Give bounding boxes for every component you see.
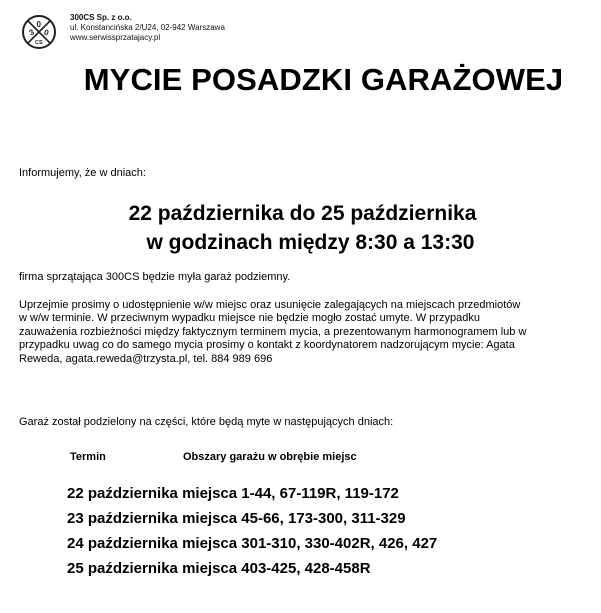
- paragraph-line: Uprzejmie prosimy o udostępnienie w/w miejsc oraz usunięcie zalegających na miejscach przedmiotów: [19, 299, 521, 311]
- schedule-areas: miejsca 45-66, 173-300, 311-329: [182, 510, 406, 527]
- date-range: [0, 199, 601, 257]
- logo-glyph-0-right: 0: [42, 27, 51, 38]
- schedule-header-date: Termin: [70, 451, 106, 463]
- page-title: MYCIE POSADZKI GARAŻOWEJ: [83, 62, 564, 97]
- company-logo-icon: [21, 14, 57, 50]
- date-range-days: 22 października do 25 października: [128, 202, 477, 225]
- schedule-row: [67, 535, 437, 552]
- request-paragraph: [19, 299, 589, 366]
- company-address: ul. Konstancińska 2/U24, 02-942 Warszawa: [70, 23, 225, 32]
- date-range-hours: w godzinach między 8:30 a 13:30: [146, 231, 475, 254]
- firm-statement: firma sprzątająca 300CS będzie myła garaż podziemny.: [19, 271, 291, 283]
- logo-glyph-0-top: 0: [36, 20, 41, 29]
- schedule-areas: miejsca 1-44, 67-119R, 119-172: [182, 485, 399, 502]
- schedule-row: [67, 510, 406, 527]
- logo-glyph-cs: CS: [35, 40, 43, 46]
- logo-glyph-3: 3: [27, 27, 36, 38]
- garage-intro: Garaż został podzielony na części, które będą myte w następujących dniach:: [19, 416, 394, 428]
- company-name: 300CS Sp. z o.o.: [70, 13, 132, 22]
- schedule-row: [67, 485, 399, 502]
- intro-text: Informujemy, że w dniach:: [19, 167, 146, 179]
- schedule-date: 22 października: [67, 485, 178, 502]
- schedule-row: [67, 560, 371, 577]
- schedule-header-areas: Obszary garażu w obrębie miejsc: [183, 451, 357, 463]
- schedule-date: 25 października: [67, 560, 178, 577]
- company-website: www.serwissprzatajacy.pl: [70, 33, 161, 42]
- paragraph-line: Reweda, agata.reweda@trzysta.pl, tel. 884 989 696: [19, 352, 273, 365]
- paragraph-line: zauważenia rozbieżności między faktycznym terminem mycia, a prezentowanym harmonogramem lub w: [19, 325, 527, 338]
- schedule-date: 23 października: [67, 510, 178, 527]
- schedule-date: 24 października: [67, 535, 178, 552]
- schedule-areas: miejsca 301-310, 330-402R, 426, 427: [182, 535, 438, 552]
- company-info: [70, 13, 225, 43]
- paragraph-line: przypadku uwag co do samego mycia prosimy o kontakt z koordynatorem nadzorującym mycie: Agata: [19, 339, 515, 352]
- paragraph-line: w w/w terminie. W przeciwnym wypadku miejsce nie będzie mogło zostać umyte. W przypadku: [19, 312, 480, 325]
- schedule-areas: miejsca 403-425, 428-458R: [182, 560, 371, 577]
